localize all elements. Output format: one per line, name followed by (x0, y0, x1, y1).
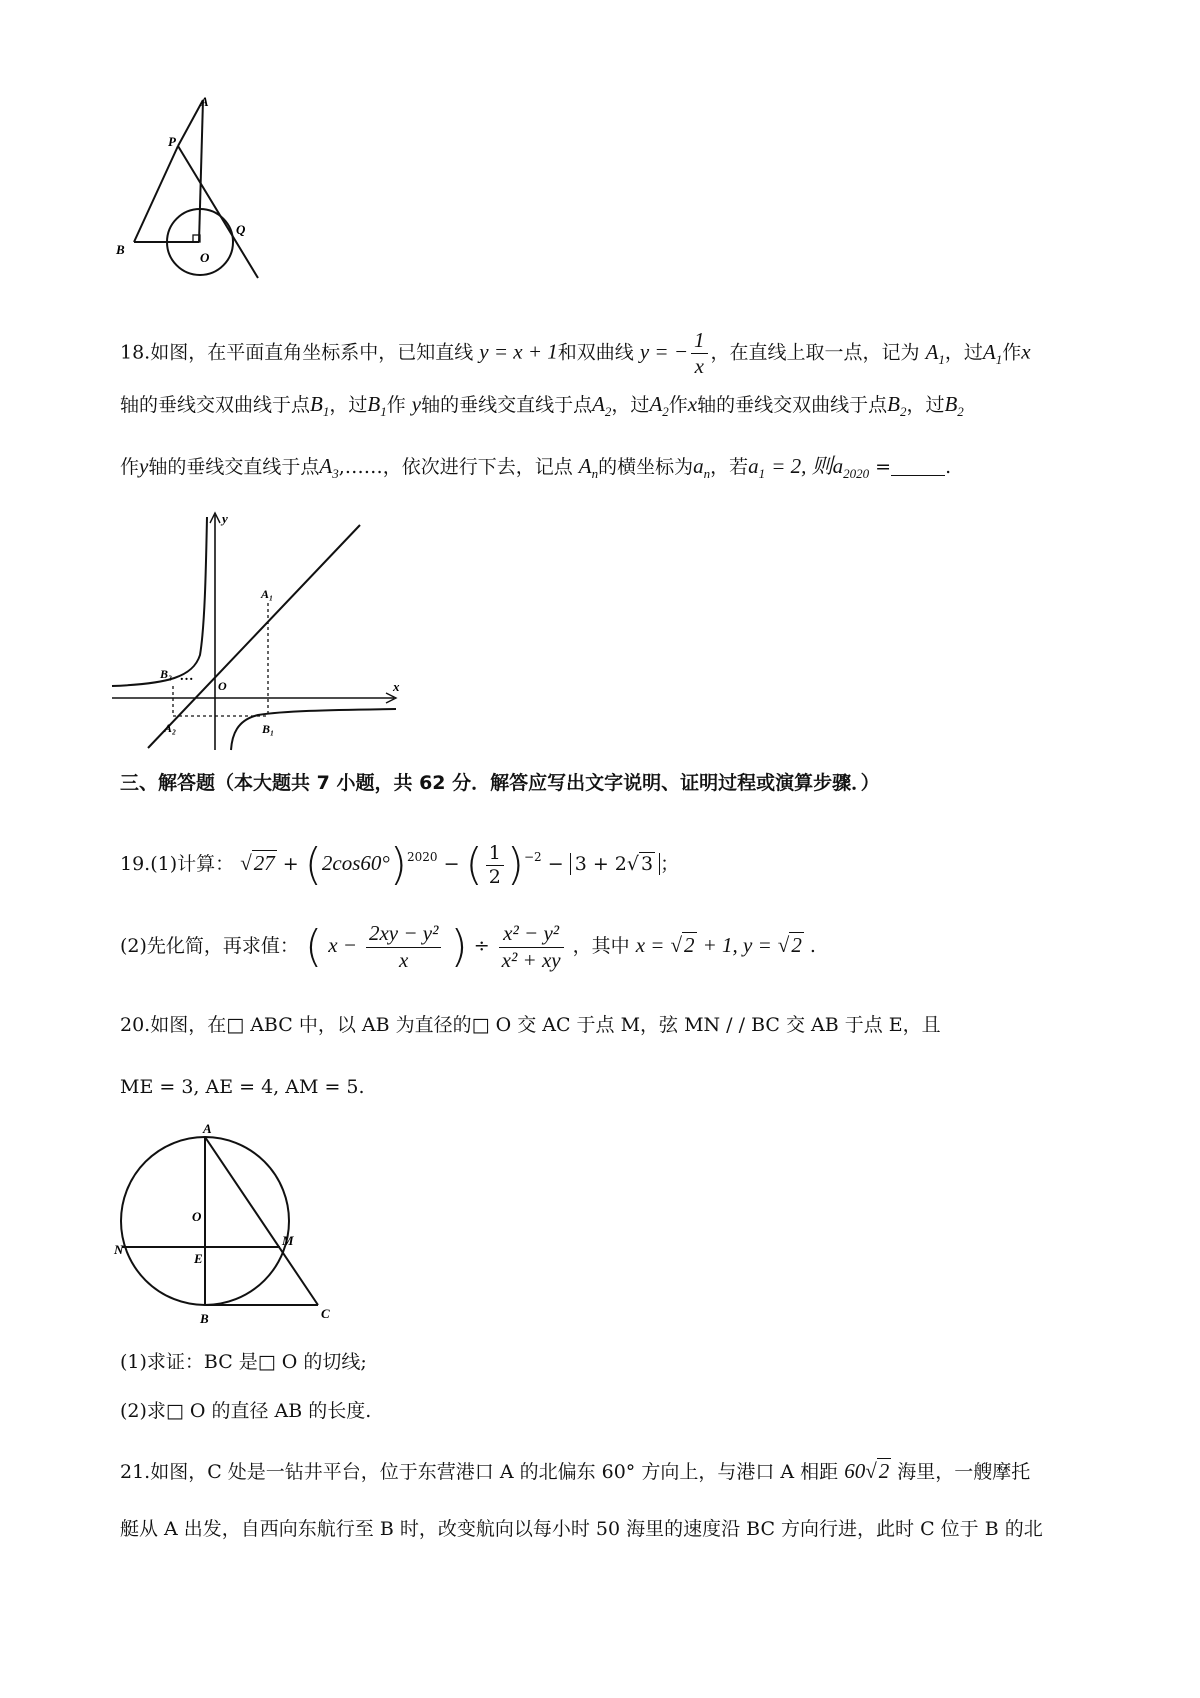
q18-condition: = 2, 则 (771, 454, 833, 478)
fig17-label-A: A (200, 94, 209, 109)
q18-text: ，过 (329, 394, 368, 416)
term-an: $a_n$ (693, 454, 711, 481)
fig20-label-O: O (192, 1209, 202, 1224)
fig18-label-B2: B₂ (160, 667, 173, 681)
fig17-label-B: B (116, 242, 125, 257)
sqrt-27: √27 (240, 851, 275, 875)
fraction-denominator: x (399, 947, 409, 972)
q18-text: 轴的垂线交双曲线于点 (120, 394, 311, 416)
cos-term: 2cos60° (321, 851, 390, 875)
q18-number: 18. (120, 341, 151, 364)
fig17-label-Q: Q (236, 222, 246, 237)
q18-text: 如图，在平面直角坐标系中，已知直线 (150, 341, 474, 364)
period: . (809, 935, 816, 957)
sqrt-2: √2 (777, 933, 802, 957)
q19-text: ，其中 (572, 935, 630, 957)
q18-text: ，若 (710, 456, 749, 478)
condition-y: + 1, y = (702, 933, 772, 957)
q19-part-2 (120, 905, 1100, 985)
q20-line-1: 20.如图，在□ ABC 中，以 AB 为直径的□ O 交 AC 于点 M，弦 MN / / BC 交 AB 于点 E，且 (120, 1014, 941, 1036)
hyperbola-fraction (691, 328, 708, 379)
q18-text: ，过 (944, 341, 983, 364)
q18-text: 轴的垂线交双曲线于点 (697, 394, 888, 416)
fig20-label-C: C (321, 1306, 330, 1321)
exponent-2020: 2020 (406, 850, 438, 864)
term-a2020: $a_{2020}$ (832, 454, 870, 481)
q18-line-3 (120, 450, 1100, 485)
q18-text: ，在直线上取一点，记为 (710, 341, 920, 364)
q21-line-1 (120, 1455, 1100, 1489)
fig18-label-x: x (393, 679, 400, 694)
q20-line-2: ME = 3, AE = 4, AM = 5. (120, 1076, 365, 1098)
fig18-dots: … (180, 669, 194, 684)
point-B2: $B_2$ (887, 392, 907, 419)
figure-20-circle (108, 1118, 348, 1328)
right-paren: ) (506, 839, 524, 890)
point-B1: $B_1$ (367, 392, 387, 419)
figure-17-triangle-circle (110, 92, 300, 312)
q19-part-1 (120, 822, 1100, 892)
fig20-label-M: M (282, 1233, 294, 1248)
fraction-numerator: x² − y² (499, 921, 564, 947)
q21-text: 海里，一艘摩托 (897, 1461, 1031, 1483)
q18-text: 作 (386, 394, 406, 416)
figure-18-coordinate-plane (108, 505, 408, 755)
minus: − (443, 853, 460, 875)
q18-text: 作 (1002, 341, 1022, 364)
point-A2: $A_2$ (592, 392, 612, 419)
q18-text: 作 (120, 456, 140, 478)
plus: + (282, 853, 299, 875)
minus: − (547, 853, 564, 875)
equals: = (875, 456, 892, 478)
fraction-1 (366, 921, 441, 972)
fig17-label-O: O (200, 250, 210, 265)
answer-blank[interactable] (891, 457, 945, 476)
q18-text: 轴的垂线交直线于点 (148, 456, 320, 478)
abs-content: 3 + 2 (574, 853, 627, 875)
radicand: 2 (878, 1459, 890, 1483)
distance-value: 60 (844, 1459, 866, 1483)
point-A2: $A_2$ (649, 392, 669, 419)
q18-text: 的横坐标为 (598, 456, 694, 478)
line-equation: y = x + 1 (479, 339, 558, 364)
fig20-label-B: B (200, 1311, 209, 1326)
q19-label: (2)先化简，再求值： (120, 935, 299, 957)
absolute-value: 3 + 2√ 3 (570, 853, 660, 875)
axis-x: x (687, 392, 698, 416)
q18-text: ,……，依次进行下去，记点 (338, 456, 573, 478)
q20-part-1: (1)求证：BC 是□ O 的切线; (120, 1351, 367, 1373)
axis-x: x (1021, 339, 1031, 364)
sqrt-2: √2 (670, 933, 695, 957)
left-paren: ( (304, 839, 322, 890)
fig20-label-E: E (194, 1251, 203, 1266)
point-An: $A_n$ (578, 454, 599, 481)
q20-part-2: (2)求□ O 的直径 AB 的长度. (120, 1400, 372, 1422)
q18-text: ，过 (906, 394, 945, 416)
fig20-label-N: N (114, 1242, 124, 1257)
hyperbola-equation: y = − (639, 339, 688, 364)
q18-text: ，过 (611, 394, 650, 416)
semicolon: ； (660, 853, 680, 875)
fraction-denominator: 2 (488, 865, 501, 888)
divide: ÷ (473, 935, 490, 957)
x-minus: x − (328, 933, 357, 957)
fraction-2 (499, 921, 564, 972)
radicand: 27 (253, 851, 275, 875)
section-3-heading: 三、解答题（本大题共 7 小题，共 62 分．解答应写出文字说明、证明过程或演算步骤．） (120, 772, 880, 794)
axis-y: y (139, 454, 149, 478)
left-paren: ( (304, 921, 323, 972)
q19-label: 19.(1)计算： (120, 853, 235, 875)
fig18-label-B1: B₁ (262, 722, 275, 736)
radicand: 2 (791, 933, 802, 957)
q18-text: 作 (668, 394, 688, 416)
q18-text: 和双曲线 (557, 341, 634, 364)
fraction-numerator: 2xy − y² (366, 921, 441, 947)
point-B2: $B_2$ (944, 392, 964, 419)
fig18-label-y: y (222, 511, 228, 526)
fraction-numerator: 1 (691, 328, 708, 354)
left-paren: ( (465, 839, 483, 890)
distance: 60√2 (844, 1459, 890, 1483)
right-paren: ) (389, 839, 407, 890)
fraction-denominator: x² + xy (501, 947, 561, 972)
radicand: 2 (684, 933, 695, 957)
right-paren: ) (450, 921, 468, 972)
fig18-label-A2: A₂ (164, 721, 177, 735)
fig20-label-A: A (203, 1121, 212, 1136)
fraction-half (486, 842, 504, 889)
q18-text: 轴的垂线交直线于点 (421, 394, 593, 416)
fig18-label-O: O (218, 679, 227, 693)
fig17-label-P: P (168, 134, 176, 149)
point-A1: $A_1$ (982, 339, 1003, 367)
fig18-label-A1: A₁ (261, 587, 274, 601)
exponent-neg2: −2 (523, 850, 542, 864)
fraction-denominator: x (694, 354, 704, 379)
q18-line-2 (120, 388, 1100, 423)
point-B1: $B_1$ (310, 392, 330, 419)
period: . (945, 456, 952, 478)
term-a1: $a_1$ (748, 454, 766, 481)
q21-text: 21.如图，C 处是一钻井平台，位于东营港口 A 的北偏东 60° 方向上，与港口 A 相距 (120, 1461, 839, 1483)
fraction-numerator: 1 (486, 842, 504, 866)
q18-line-1 (120, 328, 1100, 379)
radicand: 3 (641, 853, 654, 875)
point-A3: $A_3$ (319, 454, 339, 481)
axis-y: y (411, 392, 422, 416)
point-A1: $A_1$ (925, 339, 945, 367)
q21-line-2: 艇从 A 出发，自西向东航行至 B 时，改变航向以每小时 50 海里的速度沿 BC 方向行进，此时 C 位于 B 的北 (120, 1518, 1043, 1540)
condition-x: x = (635, 933, 665, 957)
